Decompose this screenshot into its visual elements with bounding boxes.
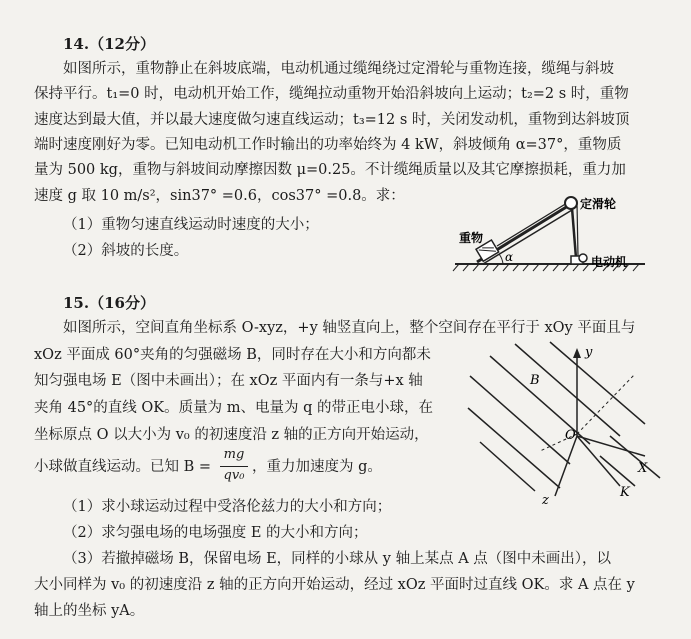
q15-question-2: （2）求匀强电场的电场强度 E 的大小和方向； xyxy=(63,525,368,541)
formula-fraction-bar xyxy=(220,466,248,467)
formula-numerator: mg xyxy=(223,447,245,462)
q15-line-1: 如图所示，空间直角坐标系 O-xyz，+y 轴竖直向上，整个空间存在平行于 xOy 平面且与 xyxy=(63,320,636,336)
motor-label: 电动机 xyxy=(591,255,628,269)
z-axis-label: z xyxy=(542,493,549,508)
cable xyxy=(497,203,567,246)
q14-line-3: 速度达到最大值，并以最大速度做匀速直线运动；t₃=12 s 时，关闭发动机，重物到达斜坡顶 xyxy=(34,112,630,128)
q14-heading: 14.（12分） xyxy=(63,35,155,53)
q15-question-1: （1）求小球运动过程中受洛伦兹力的大小和方向； xyxy=(63,499,392,515)
q14-figure xyxy=(445,186,680,276)
q15-line-4: 夹角 45°的直线 OK。质量为 m、电量为 q 的带正电小球，在 xyxy=(34,400,433,416)
q15-question-3-line-3: 轴上的坐标 yA。 xyxy=(34,603,145,619)
weight-label: 重物 xyxy=(459,231,484,245)
q14-question-1: （1）重物匀速直线运动时速度的大小； xyxy=(63,217,319,233)
q14-line-6: 速度 g 取 10 m/s²，sin37° =0.6，cos37° =0.8。求： xyxy=(34,188,405,204)
pulley-post xyxy=(572,208,576,258)
q14-line-2: 保持平行。t₁=0 时，电动机开始工作，缆绳拉动重物开始沿斜坡向上运动；t₂=2 s 时，重物 xyxy=(34,86,629,102)
k-label: K xyxy=(620,485,630,500)
x-axis-label: X xyxy=(638,461,648,476)
z-axis xyxy=(555,436,577,496)
q15-line-2: xOz 平面成 60°夹角的匀强磁场 B，同时存在大小和方向都未 xyxy=(34,347,431,363)
angle-label: α xyxy=(505,250,514,264)
q14-line-1: 如图所示，重物静止在斜坡底端，电动机通过缆绳绕过定滑轮与重物连接，缆绳与斜坡 xyxy=(63,61,614,77)
q15-heading: 15.（16分） xyxy=(63,294,155,312)
magnetic-field-lines xyxy=(468,342,660,491)
y-axis-label: y xyxy=(585,345,593,360)
q15-question-3-line-2: 大小同样为 v₀ 的初速度沿 z 轴的正方向开始运动，经过 xOz 平面时过直线 OK。求 A 点在 y xyxy=(34,577,635,593)
b-label: B xyxy=(530,373,540,388)
origin-label: O xyxy=(565,428,576,443)
dashed-guide xyxy=(577,374,635,434)
q15-line-3: 知匀强电场 E（图中未画出）；在 xOz 平面内有一条与+x 轴 xyxy=(34,373,423,389)
line-ok xyxy=(577,436,620,486)
x-axis xyxy=(577,436,645,456)
q14-line-5: 量为 500 kg，重物与斜坡间动摩擦因数 μ=0.25。不计缆绳质量以及其它摩擦损耗，重力加 xyxy=(34,162,626,178)
q15-formula-prefix: 小球做直线运动。已知 B = xyxy=(34,459,212,475)
pulley xyxy=(565,197,577,209)
q15-formula-suffix: ，重力加速度为 g。 xyxy=(252,459,382,475)
q15-figure xyxy=(460,336,675,516)
q14-question-2: （2）斜坡的长度。 xyxy=(63,243,189,259)
q14-line-4: 端时速度刚好为零。已知电动机工作时输出的功率始终为 4 kW，斜坡倾角 α=37°，重物质 xyxy=(34,137,622,153)
pulley-label: 定滑轮 xyxy=(580,197,617,211)
q15-question-3: （3）若撤掉磁场 B，保留电场 E，同样的小球从 y 轴上某点 A 点（图中未画出），以 xyxy=(63,551,612,567)
formula-denominator: qv₀ xyxy=(223,468,245,483)
q15-line-5: 坐标原点 O 以大小为 v₀ 的初速度沿 z 轴的正方向开始运动， xyxy=(34,427,429,443)
